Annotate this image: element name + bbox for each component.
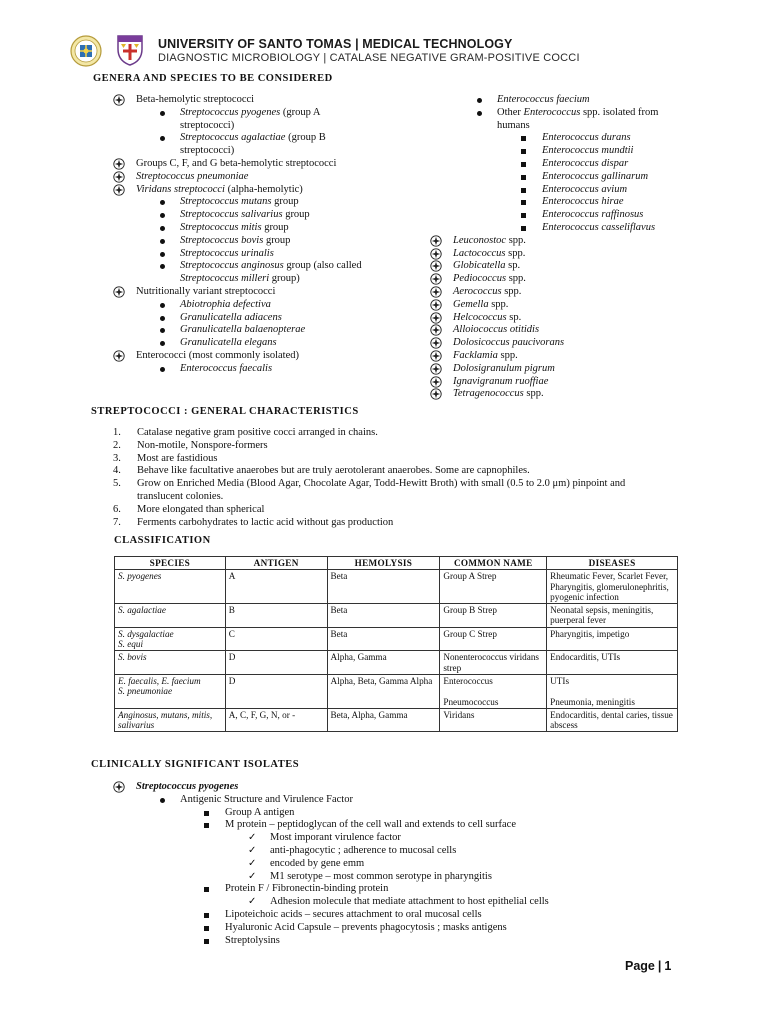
ornate-star-bullet-icon — [430, 388, 442, 400]
list-item — [113, 781, 673, 794]
list-item-text: Streptococcus milleri — [180, 273, 270, 285]
list-item-text: Leuconostoc — [453, 234, 507, 246]
list-item-text: Dolosigranulum pigrum — [453, 362, 555, 374]
square-bullet-icon — [204, 887, 209, 892]
list-item — [430, 388, 680, 401]
list-item-text: Granulicatella adiacens — [180, 311, 282, 323]
characteristic-item — [113, 478, 673, 504]
characteristic-text: Non-motile, Nonspore-formers — [137, 439, 268, 451]
ornate-star-bullet-icon — [113, 350, 125, 362]
list-item-text: Streptococcus pyogenes — [180, 106, 281, 118]
characteristic-text: Ferments carbohydrates to lactic acid without gas production — [137, 516, 394, 528]
ornate-star-bullet-icon — [430, 312, 442, 324]
list-item-text: Streptococcus bovis — [180, 234, 264, 246]
round-bullet-icon — [160, 111, 165, 116]
table-row — [115, 708, 678, 732]
item-number: 4. — [113, 465, 121, 477]
square-bullet-icon — [521, 175, 526, 180]
list-item-text: Streptococcus salivarius — [180, 209, 283, 221]
table-cell: Group A Strep — [440, 570, 547, 604]
list-item-text: casseliflavus — [601, 221, 656, 233]
table-cell: Beta, Alpha, Gamma — [327, 708, 440, 732]
item-number: 7. — [113, 516, 121, 528]
list-item — [520, 145, 680, 158]
round-bullet-icon — [160, 252, 165, 257]
ornate-star-bullet-icon — [430, 350, 442, 362]
square-bullet-icon — [521, 213, 526, 218]
list-item — [113, 184, 368, 197]
checkmark-bullet-icon: ✓ — [248, 870, 257, 882]
list-item — [520, 222, 680, 235]
round-bullet-icon — [160, 798, 165, 803]
square-bullet-icon — [204, 939, 209, 944]
characteristic-text: Catalase negative gram positive cocci arranged in chains. — [137, 427, 378, 438]
square-bullet-icon — [521, 226, 526, 231]
ornate-star-bullet-icon — [113, 94, 125, 106]
list-item-text: Enterococcus faecium — [497, 94, 590, 105]
table-cell: Rheumatic Fever, Scarlet Fever, Pharyngitis, glomerulonephritis, pyogenic infection — [547, 570, 678, 604]
list-item-text: spp. — [488, 298, 509, 310]
list-item — [430, 273, 680, 286]
list-item — [113, 171, 368, 184]
list-item — [475, 94, 680, 107]
ornate-star-bullet-icon — [430, 337, 442, 349]
square-bullet-icon — [521, 162, 526, 167]
round-bullet-icon — [160, 367, 165, 372]
table-cell: Anginosus, mutans, mitis, salivarius — [115, 708, 226, 732]
list-item-text: Groups C, F, and G beta-hemolytic streptococci — [136, 157, 337, 169]
list-item-text: Adhesion molecule that mediate attachment to host epithelial cells — [270, 896, 549, 908]
list-item-text: Granulicatella balaenopterae — [180, 324, 306, 336]
genera-list-right — [430, 94, 680, 401]
list-item — [158, 363, 368, 376]
list-item-text: sp. — [505, 260, 521, 272]
table-cell: B — [225, 604, 327, 628]
list-item-text: group — [261, 221, 289, 233]
round-bullet-icon — [160, 239, 165, 244]
ornate-star-bullet-icon — [113, 158, 125, 170]
list-item-text: Lactococcus — [453, 247, 506, 259]
genera-list-left — [113, 94, 368, 376]
list-item-text: Streptolysins — [225, 934, 280, 946]
table-row — [115, 627, 678, 651]
table-row — [115, 651, 678, 675]
list-item-text: Group A antigen — [225, 806, 295, 818]
ornate-star-bullet-icon — [430, 235, 442, 247]
list-item-text: Enterococcus avium — [542, 183, 628, 195]
list-item-text: M1 serotype – most common serotype in pharyngitis — [270, 870, 492, 882]
characteristic-text: Grow on Enriched Media (Blood Agar, Chocolate Agar, Todd-Hewitt Broth) with small (0.5 to 2.0 μm) pinpoint and translucent colonies. — [137, 478, 626, 502]
square-bullet-icon — [204, 811, 209, 816]
table-cell: Group B Strep — [440, 604, 547, 628]
list-item-text: Enterococcus mundtii — [542, 145, 634, 157]
checkmark-bullet-icon: ✓ — [248, 844, 257, 856]
table-cell: D — [225, 651, 327, 675]
table-cell: Beta — [327, 604, 440, 628]
list-item — [520, 196, 680, 209]
characteristic-item — [113, 453, 673, 466]
list-item — [158, 324, 368, 337]
list-item-text: Antigenic Structure and Virulence Factor — [180, 793, 353, 805]
ornate-star-bullet-icon — [430, 273, 442, 285]
characteristic-item — [113, 517, 673, 530]
item-number: 3. — [113, 452, 121, 464]
list-item — [430, 286, 680, 299]
clinical-list — [113, 781, 673, 947]
ornate-star-bullet-icon — [430, 324, 442, 336]
square-bullet-icon — [521, 188, 526, 193]
list-item — [158, 337, 368, 350]
table-cell: Beta — [327, 570, 440, 604]
column-header: HEMOLYSIS — [327, 557, 440, 570]
table-cell: Pharyngitis, impetigo — [547, 627, 678, 651]
table-header-row — [115, 557, 678, 570]
list-item-text: Other — [497, 106, 524, 118]
table-cell: Group C Strep — [440, 627, 547, 651]
list-item-text: Ignavigranum ruoffiae — [453, 375, 549, 387]
ornate-star-bullet-icon — [430, 299, 442, 311]
list-item-text: spp. isolated from humans — [497, 106, 659, 131]
table-cell: S. dysgalactiae S. equi — [115, 627, 226, 651]
list-item-text: M protein – peptidoglycan of the cell wall and extends to cell surface — [225, 819, 516, 831]
list-item-text: Pediococcus — [453, 273, 507, 285]
list-item — [430, 350, 680, 363]
list-item — [430, 337, 680, 350]
list-item-text: Beta-hemolytic streptococci — [136, 94, 255, 105]
table-row — [115, 604, 678, 628]
square-bullet-icon — [204, 823, 209, 828]
ornate-star-bullet-icon — [430, 376, 442, 388]
characteristic-text: Most are fastidious — [137, 452, 218, 464]
round-bullet-icon — [477, 111, 482, 116]
table-cell: UTIs Pneumonia, meningitis — [547, 674, 678, 708]
list-item — [203, 883, 673, 896]
table-cell: E. faecalis, E. faecium S. pneumoniae — [115, 674, 226, 708]
square-bullet-icon — [204, 926, 209, 931]
table-row — [115, 674, 678, 708]
list-item-text: Gemella — [453, 298, 489, 310]
round-bullet-icon — [160, 341, 165, 346]
table-cell: A — [225, 570, 327, 604]
characteristics-list — [113, 427, 673, 529]
table-cell: S. agalactiae — [115, 604, 226, 628]
list-item-text: spp. — [506, 234, 526, 246]
list-item-text: Streptococcus mitis — [180, 221, 262, 233]
round-bullet-icon — [477, 98, 482, 103]
list-item — [203, 935, 673, 948]
table-cell: Viridans — [440, 708, 547, 732]
table-cell: Endocarditis, dental caries, tissue abscess — [547, 708, 678, 732]
round-bullet-icon — [160, 328, 165, 333]
list-item-text: Nutritionally variant streptococci — [136, 285, 276, 297]
classification-table — [114, 556, 678, 732]
list-item-text: Viridans streptococci — [136, 183, 225, 195]
list-item-text: Streptococcus anginosus — [180, 260, 284, 272]
column-header: ANTIGEN — [225, 557, 327, 570]
list-item — [520, 184, 680, 197]
ornate-star-bullet-icon — [113, 184, 125, 196]
list-item-text: Globicatella — [453, 260, 506, 272]
list-item — [203, 909, 673, 922]
list-item — [430, 260, 680, 273]
list-item-text: spp. — [506, 273, 526, 285]
list-item-text: Streptococcus urinalis — [180, 247, 274, 259]
list-item — [248, 858, 673, 871]
list-item — [113, 286, 368, 299]
list-item — [158, 312, 368, 325]
characteristic-text: More elongated than spherical — [137, 503, 265, 515]
table-cell: D — [225, 674, 327, 708]
item-number: 1. — [113, 427, 121, 438]
list-item-text: Enterococcus — [542, 221, 602, 233]
round-bullet-icon — [160, 226, 165, 231]
list-item-text: Enterococcus durans — [542, 132, 631, 144]
section-title-clinical: CLINICALLY SIGNIFICANT ISOLATES — [91, 759, 300, 770]
list-item — [113, 158, 368, 171]
characteristic-item — [113, 427, 673, 440]
list-item-text: Most imporant virulence factor — [270, 832, 401, 844]
list-item — [203, 819, 673, 832]
list-item — [430, 235, 680, 248]
item-number: 6. — [113, 503, 121, 515]
table-cell: Neonatal sepsis, meningitis, puerperal fever — [547, 604, 678, 628]
ornate-star-bullet-icon — [430, 363, 442, 375]
item-number: 5. — [113, 478, 121, 490]
ornate-star-bullet-icon — [113, 781, 125, 793]
list-item — [248, 871, 673, 884]
list-item-text: group) — [269, 273, 300, 285]
medtech-crest-icon — [115, 33, 145, 67]
section-title-strep-general: STREPTOCOCCI : GENERAL CHARACTERISTICS — [91, 406, 359, 417]
list-item — [520, 171, 680, 184]
list-item-text: Aerococcus — [453, 285, 502, 297]
list-item — [520, 209, 680, 222]
page-label: Page — [625, 959, 655, 973]
ornate-star-bullet-icon — [430, 286, 442, 298]
square-bullet-icon — [521, 136, 526, 141]
list-item-text: Enterococcus gallinarum — [542, 170, 649, 182]
list-item — [203, 807, 673, 820]
list-item-text: sp. — [506, 311, 522, 323]
page-header — [70, 33, 710, 69]
list-item-text: spp. — [497, 349, 518, 361]
list-item-text: Streptococcus mutans — [180, 196, 272, 208]
round-bullet-icon — [160, 136, 165, 141]
list-item — [158, 235, 368, 248]
list-item-text: encoded by gene emm — [270, 857, 365, 869]
table-cell: A, C, F, G, N, or - — [225, 708, 327, 732]
list-item-text: (group A streptococci) — [180, 106, 320, 131]
list-item — [430, 324, 680, 337]
list-item-text: Streptococcus agalactiae — [180, 132, 286, 144]
list-item-text: group — [282, 209, 310, 221]
list-item — [520, 132, 680, 145]
list-item — [430, 376, 680, 389]
characteristic-item — [113, 465, 673, 478]
list-item-text: spp. — [523, 388, 544, 400]
list-item-text: anti-phagocytic ; adherence to mucosal cells — [270, 844, 457, 856]
list-item — [248, 845, 673, 858]
table-cell: S. bovis — [115, 651, 226, 675]
list-item-text: group (also called — [283, 260, 362, 272]
list-item-text: Streptococcus pneumoniae — [136, 170, 249, 182]
table-row — [115, 570, 678, 604]
round-bullet-icon — [160, 264, 165, 269]
section-title-classification: CLASSIFICATION — [114, 535, 211, 546]
list-item — [158, 794, 673, 807]
list-item — [158, 132, 368, 158]
list-item-text: Alloiococcus otitidis — [453, 324, 540, 336]
table-cell: Endocarditis, UTIs — [547, 651, 678, 675]
checkmark-bullet-icon: ✓ — [248, 857, 257, 869]
list-item-text: group — [271, 196, 299, 208]
list-item-text: Hyaluronic Acid Capsule – prevents phagocytosis ; masks antigens — [225, 921, 507, 933]
list-item — [113, 94, 368, 107]
list-item — [158, 209, 368, 222]
list-item-text: Lipoteichoic acids – secures attachment to oral mucosal cells — [225, 908, 482, 920]
column-header: SPECIES — [115, 557, 226, 570]
list-item-text: (alpha-hemolytic) — [224, 183, 303, 195]
list-item-text: spp. — [505, 247, 526, 259]
table-cell: Nonenterococcus viridans strep — [440, 651, 547, 675]
table-cell: Enterococcus Pneumococcus — [440, 674, 547, 708]
round-bullet-icon — [160, 316, 165, 321]
list-item-text: Enterococcus — [523, 106, 581, 118]
list-item — [203, 922, 673, 935]
list-item-text: Abiotrophia defectiva — [180, 298, 271, 310]
ust-seal-icon — [70, 35, 102, 67]
list-item-text: group — [263, 234, 291, 246]
list-item — [520, 158, 680, 171]
list-item-text: Dolosicoccus paucivorans — [453, 337, 565, 349]
list-item-text: Helcococcus — [453, 311, 507, 323]
section-title-genera: GENERA AND SPECIES TO BE CONSIDERED — [93, 73, 333, 84]
list-item-text: Enterococcus raffinosus — [542, 209, 644, 221]
characteristic-text: Behave like facultative anaerobes but are truly aerotolerant anaerobes. Some are capnophiles. — [137, 465, 530, 477]
table-cell: Alpha, Beta, Gamma Alpha — [327, 674, 440, 708]
list-item-text: (group B streptococci) — [180, 132, 326, 157]
round-bullet-icon — [160, 213, 165, 218]
list-item — [430, 299, 680, 312]
list-item-text: Granulicatella elegans — [180, 337, 277, 349]
list-item — [158, 196, 368, 209]
list-item-text: Enterococcus faecalis — [180, 362, 273, 374]
characteristic-item — [113, 440, 673, 453]
round-bullet-icon — [160, 303, 165, 308]
ornate-star-bullet-icon — [113, 286, 125, 298]
characteristic-item — [113, 504, 673, 517]
table-cell: C — [225, 627, 327, 651]
square-bullet-icon — [204, 913, 209, 918]
page-number: 1 — [664, 959, 672, 973]
list-item-text: Streptococcus pyogenes — [136, 781, 239, 792]
list-item-text: Enterococcus hirae — [542, 196, 624, 208]
list-item-text: Protein F / Fibronectin-binding protein — [225, 883, 389, 895]
list-item-text: Enterococci (most commonly isolated) — [136, 349, 299, 361]
list-item — [430, 363, 680, 376]
list-item-text: Tetragenococcus — [453, 388, 524, 400]
column-header: COMMON NAME — [440, 557, 547, 570]
list-item — [113, 350, 368, 363]
ornate-star-bullet-icon — [430, 248, 442, 260]
column-header: DISEASES — [547, 557, 678, 570]
list-item — [158, 299, 368, 312]
list-item — [248, 896, 673, 909]
list-item — [158, 260, 368, 286]
square-bullet-icon — [521, 149, 526, 154]
ornate-star-bullet-icon — [113, 171, 125, 183]
list-item — [158, 248, 368, 261]
item-number: 2. — [113, 439, 121, 451]
list-item — [430, 248, 680, 261]
table-cell: Alpha, Gamma — [327, 651, 440, 675]
ornate-star-bullet-icon — [430, 260, 442, 272]
header-subtitle: DIAGNOSTIC MICROBIOLOGY | CATALASE NEGATIVE GRAM-POSITIVE COCCI — [158, 52, 580, 64]
page-footer: Page | 1 — [625, 959, 672, 973]
list-item — [475, 107, 680, 133]
list-item — [158, 107, 368, 133]
checkmark-bullet-icon: ✓ — [248, 832, 257, 844]
table-cell: S. pyogenes — [115, 570, 226, 604]
list-item — [158, 222, 368, 235]
list-item — [430, 312, 680, 325]
table-cell: Beta — [327, 627, 440, 651]
list-item — [248, 832, 673, 845]
list-item-text: Facklamia — [453, 349, 498, 361]
checkmark-bullet-icon: ✓ — [248, 896, 257, 908]
list-item-text: Enterococcus dispar — [542, 157, 629, 169]
list-item-text: spp. — [501, 285, 522, 297]
header-title: UNIVERSITY OF SANTO TOMAS | MEDICAL TECHNOLOGY — [158, 37, 513, 51]
square-bullet-icon — [521, 200, 526, 205]
round-bullet-icon — [160, 200, 165, 205]
